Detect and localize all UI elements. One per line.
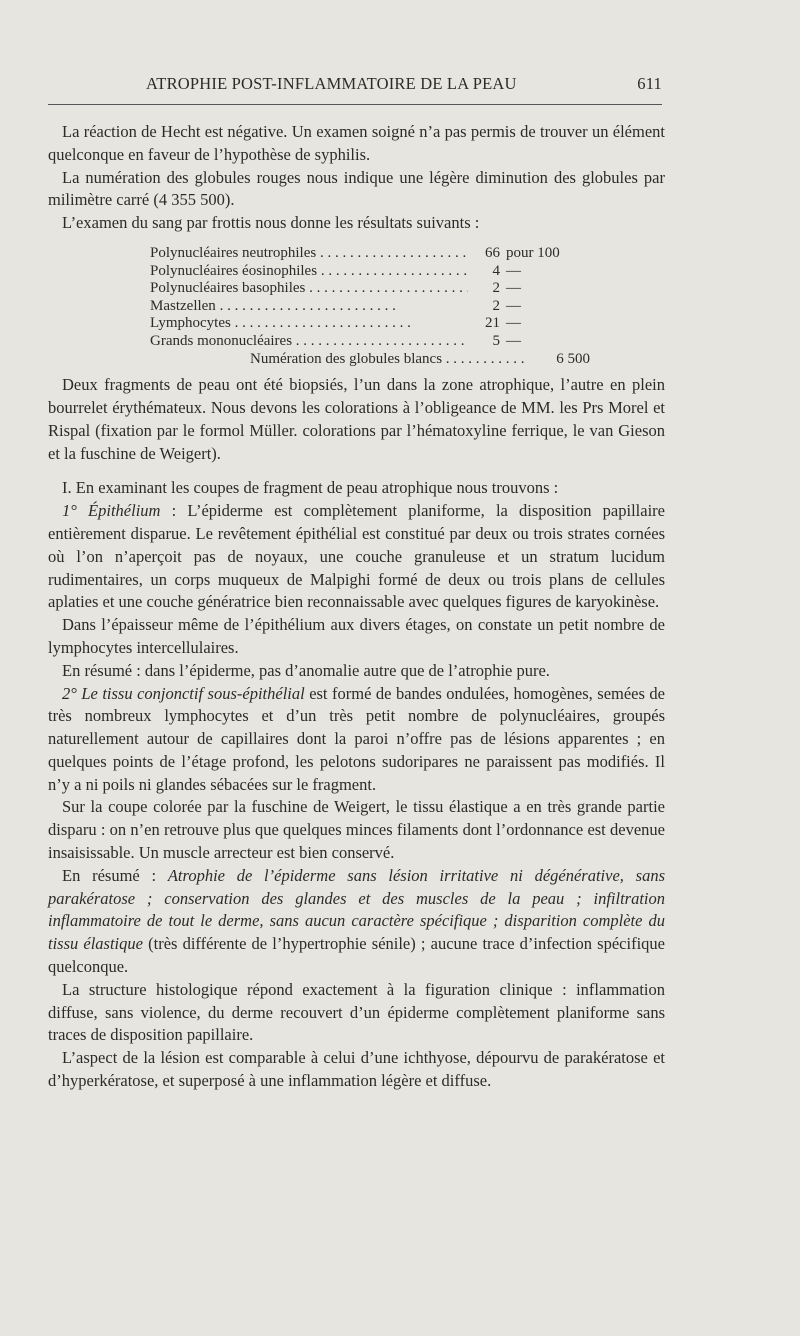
paragraph bbox=[48, 500, 665, 614]
row-unit: — bbox=[506, 332, 521, 349]
paragraph: Sur la coupe colorée par la fuschine de Weigert, le tissu élastique a en très grande partie disparu : on n’en retrouve plus que quelques minces filaments dont l’ordonnance est devenue insaisissable. Un muscle arrecteur est bien conservé. bbox=[48, 797, 665, 863]
section-label-conjonctif: 2° Le tissu conjonctif sous-épithélial bbox=[62, 683, 305, 703]
paragraph: La structure histologique répond exactement à la figuration clinique : inflammation diffuse, sans violence, du derme recouvert d’un épiderme complètement planiforme sans traces de disposition papillaire. bbox=[48, 979, 665, 1045]
blood-count-table bbox=[150, 245, 590, 368]
paragraph-text: : L’épiderme est complètement planiforme, la disposition papillaire entièrement disparue. Le revêtement épithélial est constitué par deux ou trois strates cornées où l’on n’aperçoit pas de noyaux, une couche granuleuse et un stratum lucidum rudimentaires, un corps muqueux de Malpighi formé de deux ou trois plans de cellules aplaties et une couche génératrice bien reconnaissable avec quelques figures de karyokinèse. bbox=[48, 501, 665, 612]
table-row bbox=[150, 245, 590, 263]
row-label: Lymphocytes . . . bbox=[150, 315, 468, 333]
total-value: 6 500 bbox=[556, 350, 590, 367]
paragraph: La numération des globules rouges nous indique une légère diminution des globules par milimètre carré (4 355 500). bbox=[48, 167, 665, 210]
paragraph: L’aspect de la lésion est comparable à celui d’une ichthyose, dépourvu de parakératose et d’hyperkératose, et superposé à une inflammation légère et diffuse. bbox=[48, 1048, 665, 1091]
header-rule bbox=[48, 104, 662, 105]
summary-italic: Atrophie de l’épiderme sans lésion irritative ni dégénérative, sans parakératose ; conservation des glandes et des muscles de la peau ; infiltration inflammatoire de tout le derme, sans aucun caractère spécifique ; disparition complète du tissu élastique bbox=[48, 865, 665, 954]
total-label: Numération des globules blancs . . . bbox=[250, 351, 556, 369]
summary-tail: (très différente de l’hypertrophie sénile) ; aucune trace d’infection spécifique quelconque. bbox=[48, 934, 665, 977]
row-unit: — bbox=[506, 262, 521, 279]
row-unit: — bbox=[506, 315, 521, 332]
row-value: 2 bbox=[492, 297, 500, 314]
row-unit: — bbox=[506, 297, 521, 314]
row-value: 4 bbox=[492, 262, 500, 279]
paragraph: La réaction de Hecht est négative. Un examen soigné n’a pas permis de trouver un élément quelconque en faveur de l’hypothèse de syphilis. bbox=[48, 122, 665, 164]
paragraph: L’examen du sang par frottis nous donne les résultats suivants : bbox=[62, 213, 480, 233]
table-row bbox=[150, 315, 590, 333]
row-label: Mastzellen . . . bbox=[150, 298, 468, 316]
row-label: Polynucléaires basophiles . . . bbox=[150, 280, 468, 298]
paragraph: En résumé : dans l’épiderme, pas d’anomalie autre que de l’atrophie pure. bbox=[62, 660, 550, 680]
white-cell-count-row bbox=[150, 351, 590, 369]
paragraph bbox=[48, 865, 665, 979]
row-label: Grands mononucléaires . . . bbox=[150, 333, 468, 351]
table-row bbox=[150, 280, 590, 298]
row-label: Polynucléaires éosinophiles . . . bbox=[150, 263, 468, 281]
row-label: Polynucléaires neutrophiles . . . bbox=[150, 245, 468, 263]
paragraph bbox=[48, 683, 665, 797]
summary-lead: En résumé : bbox=[62, 865, 168, 885]
table-row bbox=[150, 263, 590, 281]
row-value: 66 bbox=[485, 244, 500, 261]
row-value: 2 bbox=[492, 280, 500, 297]
paragraph-text: est formé de bandes ondulées, homogènes, semées de très nombreux lymphocytes et d’un très petit nombre de polynucléaires, groupés naturellement autour de capillaires dont la paroi n’offre pas de lésions apparentes ; en quelques points de l’étage profond, les pelotons sudoripares ne paraissent pas modifiés. Il n’y a ni poils ni glandes sébacées sur le fragment. bbox=[48, 683, 665, 794]
section-gap bbox=[48, 465, 665, 477]
running-title: ATROPHIE POST-INFLAMMATOIRE DE LA PEAU bbox=[146, 74, 517, 93]
section-label-epithelium: 1° Épithélium bbox=[62, 501, 161, 521]
row-value: 21 bbox=[485, 315, 500, 332]
paragraph: I. En examinant les coupes de fragment de peau atrophique nous trouvons : bbox=[62, 478, 559, 498]
table-row bbox=[150, 298, 590, 316]
body-text bbox=[48, 121, 665, 1093]
paragraph: Dans l’épaisseur même de l’épithélium aux divers étages, on constate un petit nombre de lymphocytes intercellulaires. bbox=[48, 615, 665, 657]
table-row bbox=[150, 333, 590, 351]
paragraph: Deux fragments de peau ont été biopsiés, l’un dans la zone atrophique, l’autre en plein bourrelet érythémateux. Nous devons les colorations à l’obligeance de MM. les Prs Morel et Rispal (fixation par le formol Müller. colorations par l’hématoxyline ferrique, le van Gieson et la fuschine de Weigert). bbox=[48, 375, 665, 463]
row-unit: pour 100 bbox=[506, 244, 560, 261]
page-number: 611 bbox=[637, 74, 662, 93]
row-unit: — bbox=[506, 280, 521, 297]
row-value: 5 bbox=[492, 332, 500, 349]
